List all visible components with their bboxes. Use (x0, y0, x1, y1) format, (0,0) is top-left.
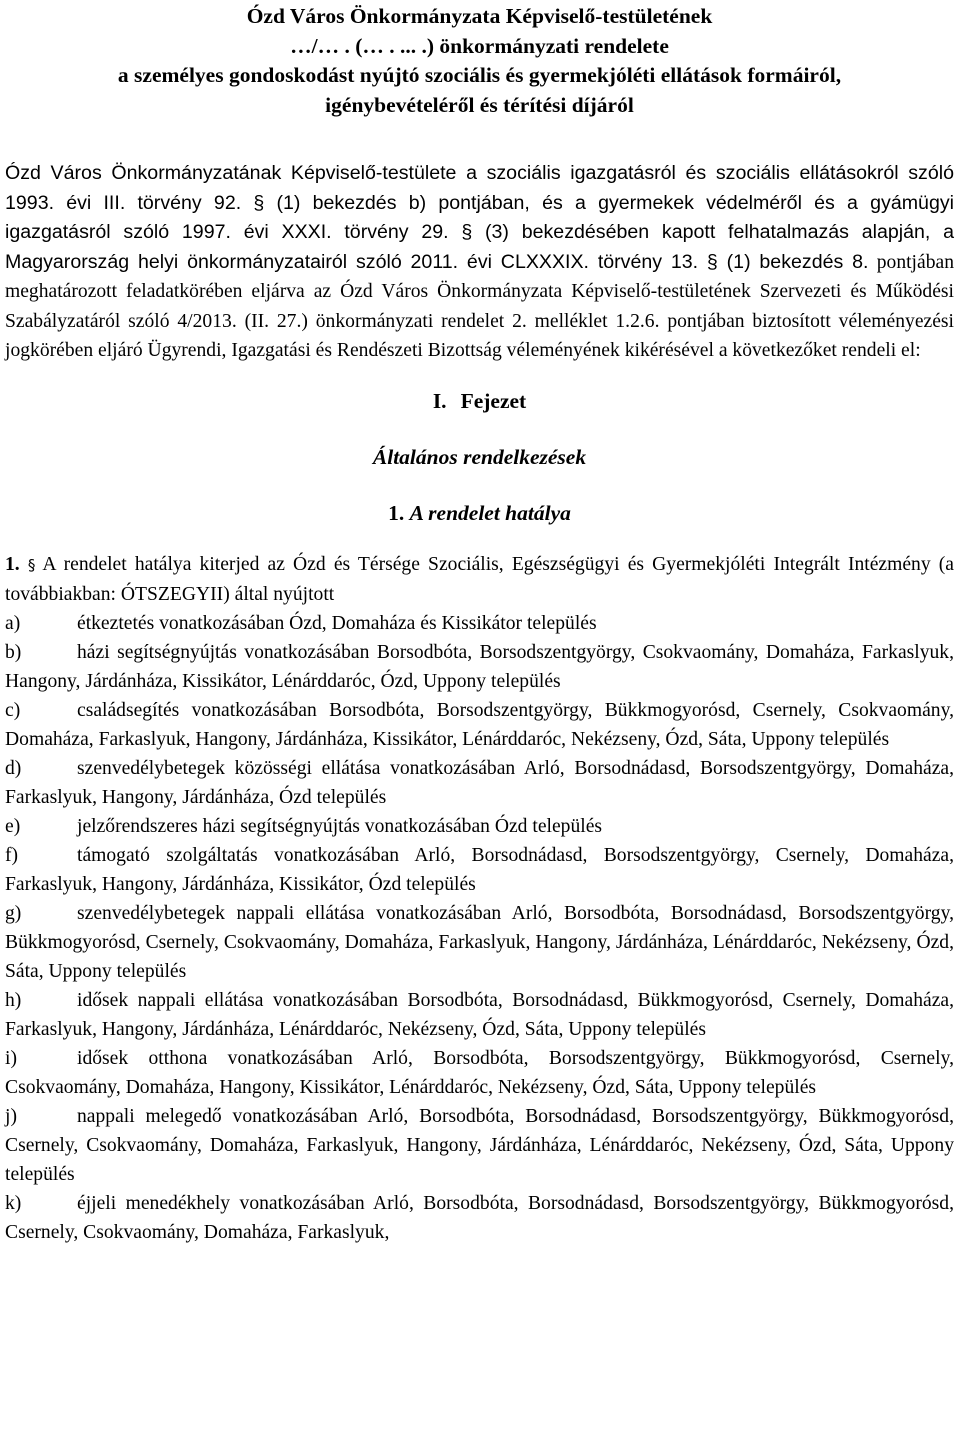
chapter-number: I. (432, 388, 447, 413)
list-item (5, 1102, 954, 1189)
paragraph-number: 1. (5, 553, 20, 575)
list-item-letter: e) (5, 815, 21, 837)
list-item-text: idősek otthona vonatkozásában Arló, Borsodbóta, Borsodszentgyörgy, Bükkmogyorósd, Csernely, Csokvaomány, Domaháza, Hangony, Kissikátor, Lénárddaróc, Nekézseny, Ózd, Sáta, Uppony település (5, 1047, 954, 1098)
section-number: 1. (388, 500, 405, 525)
list-item-letter: g) (5, 902, 22, 924)
section-heading (5, 498, 954, 528)
list-item-letter: d) (5, 757, 22, 779)
preamble-part-1: Ózd Város Önkormányzatának Képviselő-testülete a szociális igazgatásról és szociális ellátásokról szóló 1993. évi III. törvény 92. § (1) bekezdés b) pontjában, és a gyermekek védelméről és a gyámügyi igazgatásról szóló 1997. évi XXXI. törvény 29. § (3) bekezdésében kapott felhatalmazás alapján, a Magyarország helyi önkormányzatairól szóló 2011. évi CLXXXIX. törvény 13. § (1) bekezdés 8. (5, 162, 954, 273)
preamble (5, 159, 954, 366)
list-item-text: nappali melegedő vonatkozásában Arló, Borsodbóta, Borsodnádasd, Borsodszentgyörgy, Bükkmogyorósd, Csernely, Csokvaomány, Domaháza, Farkaslyuk, Hangony, Járdánháza, Lénárddaróc, Nekézseny, Ózd, Sáta, Uppony település (5, 1105, 954, 1185)
list-item-text: idősek nappali ellátása vonatkozásában Borsodbóta, Borsodnádasd, Bükkmogyorósd, Csernely, Domaháza, Farkaslyuk, Hangony, Járdánháza, Lénárddaróc, Nekézseny, Ózd, Sáta, Uppony település (5, 989, 954, 1040)
title-line-4: igénybevételéről és térítési díjáról (325, 92, 634, 117)
list-item-text: jelzőrendszeres házi segítségnyújtás vonatkozásában Ózd település (77, 815, 603, 837)
chapter-heading (5, 386, 954, 416)
list-item-letter: b) (5, 641, 22, 663)
list-item (5, 638, 954, 696)
paragraph-text: A rendelet hatálya kiterjed az Ózd és Térsége Szociális, Egészségügyi és Gyermekjóléti Integrált Intézmény (a továbbiakban: ÓTSZEGYII) által nyújtott (5, 553, 954, 605)
list-item-text: házi segítségnyújtás vonatkozásában Borsodbóta, Borsodszentgyörgy, Csokvaomány, Domaháza, Farkaslyuk, Hangony, Járdánháza, Kissikátor, Lénárddaróc, Ózd, Uppony település (5, 641, 954, 692)
list-item-text: támogató szolgáltatás vonatkozásában Arló, Borsodnádasd, Borsodszentgyörgy, Csernely, Domaháza, Farkaslyuk, Hangony, Járdánháza, Kissikátor, Ózd település (5, 844, 954, 895)
list-item-text: szenvedélybetegek nappali ellátása vonatkozásában Arló, Borsodbóta, Borsodnádasd, Borsodszentgyörgy, Bükkmogyorósd, Csernely, Csokvaomány, Domaháza, Farkaslyuk, Hangony, Járdánháza, Lénárddaróc, Nekézseny, Ózd, Sáta, Uppony település (5, 902, 954, 982)
list-item (5, 696, 954, 754)
list-item-letter: i) (5, 1047, 17, 1069)
preamble-part-2: pontjában meghatározott feladatkörében eljárva az Ózd Város Önkormányzata Képviselő-testületének Szervezeti és Működési Szabályzatáról szóló 4/2013. (II. 27.) önkormányzati rendelet 2. melléklet 1.2.6. pontjában biztosított véleményezési jogkörében eljáró Ügyrendi, Igazgatási és Rendészeti Bizottság véleményének kikérésével a következőket rendeli el: (5, 251, 954, 361)
document-body (5, 550, 954, 1247)
title-line-2: …/… . (… . ... .) önkormányzati rendelete (290, 33, 669, 58)
list-item-letter: a) (5, 612, 21, 634)
service-list (5, 609, 954, 1247)
list-item-letter: f) (5, 844, 19, 866)
list-item (5, 609, 954, 638)
list-item-text: éjjeli menedékhely vonatkozásában Arló, Borsodbóta, Borsodnádasd, Borsodszentgyörgy, Bükkmogyorósd, Csernely, Csokvaomány, Domaháza, Farkaslyuk, (5, 1192, 954, 1243)
list-item-letter: k) (5, 1192, 22, 1214)
list-item-letter: c) (5, 699, 21, 721)
list-item-letter: j) (5, 1105, 17, 1127)
list-item (5, 986, 954, 1044)
paragraph-1 (5, 550, 954, 609)
chapter-label: Fejezet (460, 388, 527, 413)
list-item-letter: h) (5, 989, 22, 1011)
list-item (5, 1044, 954, 1102)
list-item-text: étkeztetés vonatkozásában Ózd, Domaháza és Kissikátor település (77, 612, 597, 634)
list-item (5, 1189, 954, 1247)
title-line-1: Ózd Város Önkormányzata Képviselő-testületének (246, 4, 713, 28)
list-item (5, 899, 954, 986)
list-item (5, 812, 954, 841)
chapter-subtitle: Általános rendelkezések (372, 444, 587, 469)
title-line-3: a személyes gondoskodást nyújtó szociális és gyermekjóléti ellátások formáiról, (117, 63, 842, 87)
list-item (5, 841, 954, 899)
list-item-text: családsegítés vonatkozásában Borsodbóta, Borsodszentgyörgy, Bükkmogyorósd, Csernely, Csokvaomány, Domaháza, Farkaslyuk, Hangony, Járdánháza, Kissikátor, Lénárddaróc, Nekézseny, Ózd, Sáta, Uppony település (5, 699, 954, 750)
document-title (5, 0, 954, 120)
section-label: A rendelet hatálya (409, 500, 571, 525)
paragraph-symbol: § (27, 555, 36, 574)
list-item-text: szenvedélybetegek közösségi ellátása vonatkozásában Arló, Borsodnádasd, Borsodszentgyörgy, Domaháza, Farkaslyuk, Hangony, Járdánháza, Ózd település (5, 757, 954, 808)
list-item (5, 754, 954, 812)
